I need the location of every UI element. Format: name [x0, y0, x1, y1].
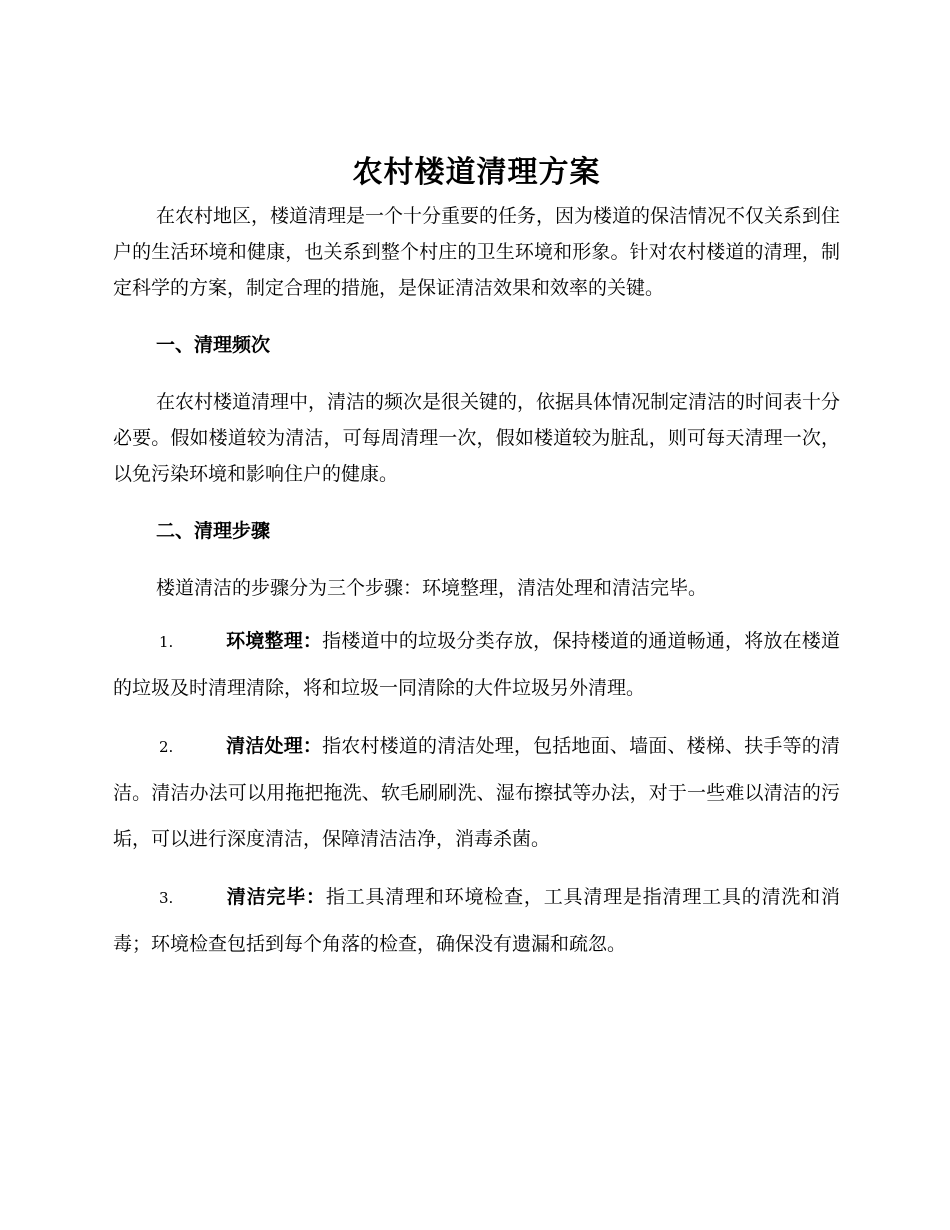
spacer — [113, 549, 840, 570]
frequency-paragraph: 在农村楼道清理中，清洁的频次是很关键的，依据具体情况制定清洁的时间表十分必要。假如楼道较为清洁，可每周清理一次，假如楼道较为脏乱，则可每天清理一次，以免污染环境和影响住户的健康。 — [113, 391, 841, 485]
steps-paragraph: 楼道清洁的步骤分为三个步骤：环境整理，清洁处理和清洁完毕。 — [156, 577, 708, 599]
spacer — [113, 711, 840, 723]
list-item-label: 环境整理： — [226, 630, 323, 652]
list-number: 3. — [159, 889, 174, 907]
document-page — [113, 150, 840, 967]
list-item-label: 清洁完毕： — [226, 886, 326, 908]
list-item-text: 指农村楼道的清洁处理，包括地面、墙面、楼梯、扶手等的清洁。清洁办法可以用拖把拖洗、软毛刷刷洗、湿布擦拭等办法，对于一些难以清洁的污垢，可以进行深度清洁，保障清洁洁净，消毒杀菌。 — [113, 735, 840, 850]
list-number: 1. — [159, 633, 174, 651]
section-heading-steps: 二、清理步骤 — [156, 520, 271, 542]
section-heading-frequency: 一、清理频次 — [156, 334, 271, 356]
list-item — [113, 874, 840, 967]
list-item-label: 清洁处理： — [226, 735, 323, 757]
intro-paragraph: 在农村地区，楼道清理是一个十分重要的任务，因为楼道的保洁情况不仅关系到住户的生活环境和健康，也关系到整个村庄的卫生环境和形象。针对农村楼道的清理，制定科学的方案，制定合理的措施，是保证清洁效果和效率的关键。 — [113, 205, 841, 299]
list-item — [113, 723, 840, 862]
list-item — [113, 618, 840, 711]
spacer — [113, 363, 840, 384]
spacer — [113, 492, 840, 513]
document-title: 农村楼道清理方案 — [352, 155, 601, 190]
list-number: 2. — [159, 738, 174, 756]
list-item-text: 指工具清理和环境检查，工具清理是指清理工具的清洗和消毒；环境检查包括到每个角落的检查，确保没有遗漏和疏忽。 — [113, 886, 840, 955]
spacer — [113, 606, 840, 618]
list-item-text: 指楼道中的垃圾分类存放，保持楼道的通道畅通，将放在楼道的垃圾及时清理清除，将和垃圾一同清除的大件垃圾另外清理。 — [113, 630, 840, 699]
spacer — [113, 862, 840, 874]
spacer — [113, 306, 840, 327]
